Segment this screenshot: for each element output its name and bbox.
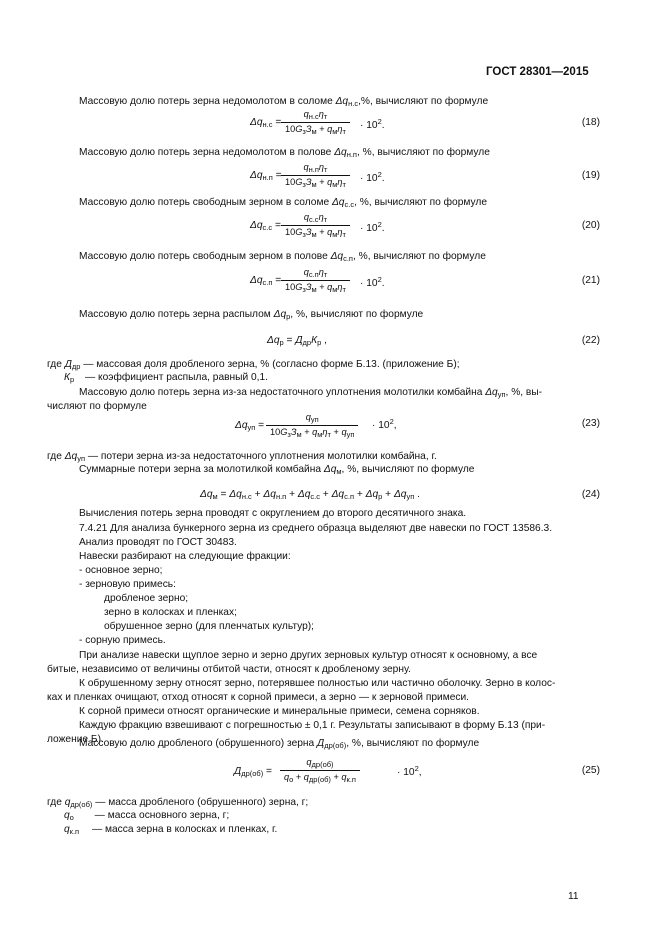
text-line: Массовую долю дробленого (обрушенного) зерна $Д_{др(об)}$, %, вычисляют по формуле — [79, 738, 480, 750]
formula-20-fraction: $q_{с.с}\eta_т$ $10G_зЗ_м + q_м\eta_т$ — [281, 212, 350, 239]
where-line: $К_р$ — коэффициент распыла, равный 0,1. — [64, 372, 268, 384]
equation-number: (22) — [581, 335, 600, 346]
text-line: Массовую долю потерь зерна недомолотом в соломе $\Delta q_{н.с},\%$, вычисляют по формуле — [79, 96, 489, 108]
paragraph: Каждую фракцию взвешивают с погрешностью ± 0,1 г. Результаты записывают в форму Б.13 (при- — [79, 720, 546, 731]
formula-23-lhs: $\Delta q_{уп}$ = — [235, 420, 265, 432]
formula-25-multiplier: · $10^2$, — [397, 764, 422, 778]
formula-23-multiplier: · $10^2$, — [372, 417, 397, 431]
paragraph: Навески разбирают на следующие фракции: — [79, 551, 291, 562]
formula-19-lhs: $\Delta q_{н.п}$ = — [250, 170, 282, 182]
text-line: Массовую долю потерь свободным зерном в полове $\Delta q_{с.п}$, %, вычисляют по формуле — [79, 251, 486, 263]
text-line: Массовую долю потерь зерна из-за недостаточного уплотнения молотилки комбайна $\Delta q_{уп}$, %, вы- — [79, 387, 543, 399]
formula-18-lhs: $\Delta q_{н.с}$ = — [250, 117, 282, 129]
page-number: 11 — [568, 891, 579, 902]
text-line: Массовую долю потерь зерна недомолотом в полове $\Delta q_{н.п}$, %, вычисляют по формуле — [79, 147, 490, 159]
equation-number: (25) — [581, 765, 600, 776]
list-item: зерно в колосках и пленках; — [104, 607, 237, 618]
text-line: Суммарные потери зерна за молотилкой комбайна $\Delta q_м$, %, вычисляют по формуле — [79, 464, 475, 476]
formula-24: $\Delta q_м = \Delta q_{н.с} + \Delta q_{н.п} + \Delta q_{с.с} + \Delta q_{с.п} + \Delta q_р + \Delta q_{уп}$ . — [200, 489, 420, 501]
list-item: - основное зерно; — [79, 565, 163, 576]
paragraph: ложение Б). — [47, 734, 104, 745]
equation-number: (21) — [581, 275, 600, 286]
where-line: где $Д_{др}$ — массовая доля дробленого зерна, % (согласно форме Б.13. (приложение Б); — [47, 359, 460, 371]
equation-number: (20) — [581, 220, 600, 231]
equation-number: (19) — [581, 170, 600, 181]
text-line: числяют по формуле — [47, 401, 147, 412]
paragraph: К обрушенному зерну относят зерно, потерявшее полностью или частично оболочку. Зерно в колос- — [79, 678, 556, 689]
paragraph: При анализе навески щуплое зерно и зерно других зерновых культур относят к основному, а все — [79, 650, 538, 661]
equation-number: (23) — [581, 418, 600, 429]
document-code: ГОСТ 28301—2015 — [486, 66, 589, 78]
equation-number: (24) — [581, 489, 600, 500]
text-line: Массовую долю потерь свободным зерном в соломе $\Delta q_{с.с}$, %, вычисляют по формуле — [79, 197, 487, 209]
paragraph: Вычисления потерь зерна проводят с округлением до второго десятичного знака. — [79, 508, 467, 519]
paragraph: ках и пленках очищают, отход относят к сорной примеси, а зерно — к зерновой примеси. — [47, 692, 469, 703]
formula-19-fraction: $q_{н.п}\eta_т$ $10G_зЗ_м + q_м\eta_т$ — [281, 162, 350, 189]
list-item: - сорную примесь. — [79, 635, 166, 646]
list-item: - зерновую примесь: — [79, 579, 176, 590]
paragraph: К сорной примеси относят органические и минеральные примеси, семена сорняков. — [79, 706, 480, 717]
paragraph: Анализ проводят по ГОСТ 30483. — [79, 537, 237, 548]
formula-25-fraction: $q_{др(об)}$ $q_о + q_{др(об)} + q_{к.п}$ — [280, 757, 360, 784]
paragraph: 7.4.21 Для анализа бункерного зерна из среднего образца выделяют две навески по ГОСТ 13586.3. — [79, 523, 553, 534]
where-line: где $\Delta q_{уп}$ — потери зерна из-за недостаточного уплотнения молотилки комбайна, г. — [47, 451, 437, 463]
list-item: дробленое зерно; — [104, 593, 189, 604]
formula-23-fraction: $q_{уп}$ $10G_зЗ_м + q_м\eta_т + q_{уп}$ — [266, 412, 358, 439]
formula-21-fraction: $q_{с.п}\eta_т$ $10G_зЗ_м + q_м\eta_т$ — [281, 267, 350, 294]
where-line: где $q_{др(об)}$ — масса дробленого (обрушенного) зерна, г; — [47, 797, 309, 809]
text-line: Массовую долю потерь зерна распылом $\Delta q_р$, %, вычисляют по формуле — [79, 309, 424, 321]
equation-number: (18) — [581, 117, 600, 128]
formula-22: $\Delta q_р = Д_{др}К_р$ , — [267, 335, 327, 347]
formula-21-lhs: $\Delta q_{с.п}$ = — [250, 275, 282, 287]
formula-20-multiplier: · $10^2$. — [360, 220, 385, 234]
formula-25-lhs: $Д_{др(об)}$ = — [234, 766, 272, 778]
where-line: $q_о$ — масса основного зерна, г; — [64, 810, 230, 822]
paragraph: битые, независимо от величины отбитой части, относят к дробленому зерну. — [47, 664, 411, 675]
formula-21-multiplier: · $10^2$. — [360, 275, 385, 289]
formula-20-lhs: $\Delta q_{с.с}$ = — [250, 220, 281, 232]
list-item: обрушенное зерно (для пленчатых культур); — [104, 621, 314, 632]
formula-19-multiplier: · $10^2$. — [360, 170, 385, 184]
formula-18-fraction: $q_{н.с}\eta_т$ $10G_зЗ_м + q_м\eta_т$ — [281, 109, 350, 136]
where-line: $q_{к.п}$ — масса зерна в колосках и пленках, г. — [64, 824, 278, 836]
formula-18-multiplier: · $10^2$. — [360, 117, 385, 131]
